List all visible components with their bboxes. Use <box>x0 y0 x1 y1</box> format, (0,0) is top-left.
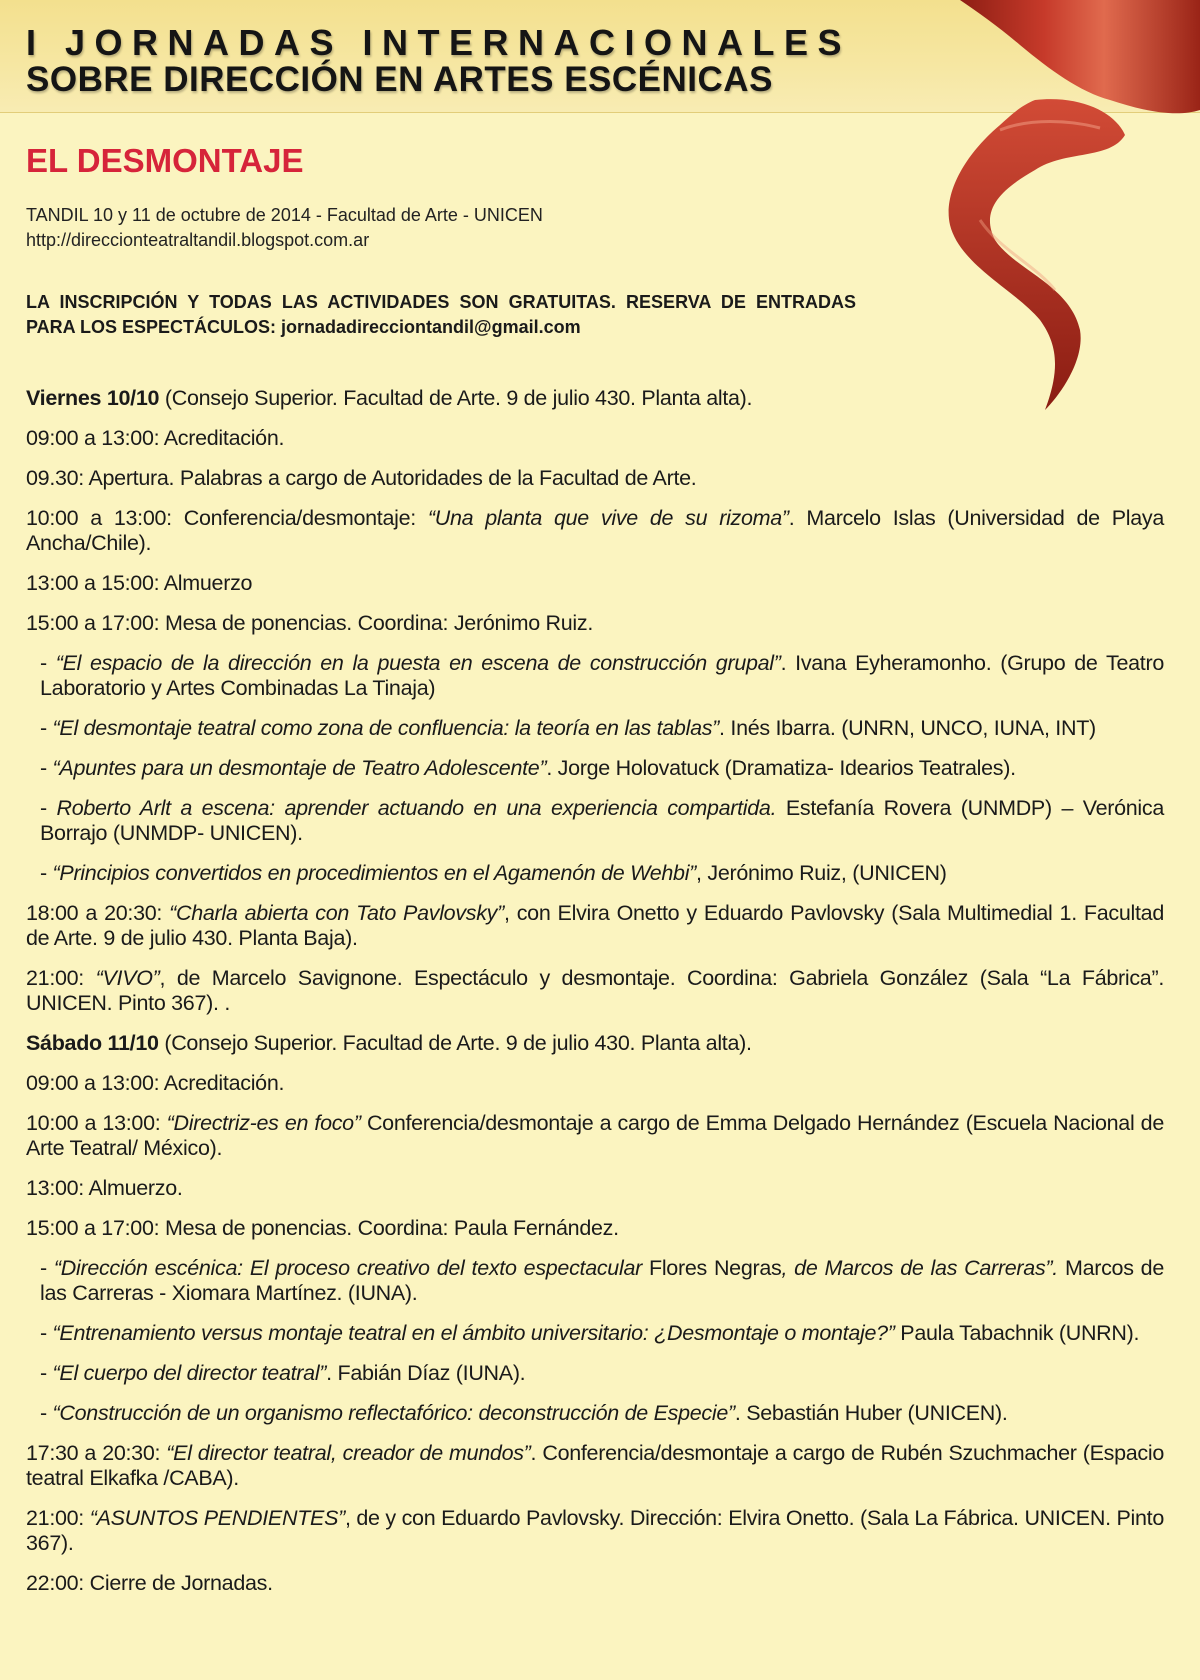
schedule-item: 09.30: Apertura. Palabras a cargo de Autoridades de la Facultad de Arte. <box>26 466 697 490</box>
program <box>26 386 1164 1611</box>
panel-paper: - “Dirección escénica: El proceso creativo del texto espectacular Flores Negras, de Marcos de las Carreras”. Marcos de las Carreras - Xiomara Martínez. (IUNA). <box>40 1256 1164 1305</box>
title-line-2: SOBRE DIRECCIÓN EN ARTES ESCÉNICAS <box>26 60 773 99</box>
panel-paper: - “Entrenamiento versus montaje teatral en el ámbito universitario: ¿Desmontaje o montaje?” Paula Tabachnik (UNRN). <box>40 1321 1140 1345</box>
event-info <box>26 203 543 253</box>
day-label: Viernes 10/10 <box>26 386 160 410</box>
schedule-item: 22:00: Cierre de Jornadas. <box>26 1571 273 1595</box>
schedule-item: 10:00 a 13:00: Conferencia/desmontaje: “Una planta que vive de su rizoma”. Marcelo Islas (Universidad de Playa Ancha/Chile). <box>26 506 1164 555</box>
event-title: EL DESMONTAJE <box>26 142 304 179</box>
panel-paper: - “El desmontaje teatral como zona de confluencia: la teoría en las tablas”. Inés Ibarra. (UNRN, UNCO, IUNA, INT) <box>40 716 1096 740</box>
panel-paper: - “Principios convertidos en procedimientos en el Agamenón de Wehbi”, Jerónimo Ruiz, (UNICEN) <box>40 861 947 885</box>
panel-paper: - “El espacio de la dirección en la puesta en escena de construcción grupal”. Ivana Eyheramonho. (Grupo de Teatro Laboratorio y Artes Combinadas La Tinaja) <box>40 651 1164 700</box>
schedule-item: 17:30 a 20:30: “El director teatral, creador de mundos”. Conferencia/desmontaje a cargo de Rubén Szuchmacher (Espacio teatral Elkafka /CABA). <box>26 1441 1164 1490</box>
page-title <box>26 24 851 98</box>
schedule-item: 21:00: “ASUNTOS PENDIENTES”, de y con Eduardo Pavlovsky. Dirección: Elvira Onetto. (Sala La Fábrica. UNICEN. Pinto 367). <box>26 1506 1164 1555</box>
schedule-item: 13:00: Almuerzo. <box>26 1176 183 1200</box>
friday-heading <box>26 386 1164 411</box>
schedule-item: 09:00 a 13:00: Acreditación. <box>26 426 285 450</box>
date-place: TANDIL 10 y 11 de octubre de 2014 - Facultad de Arte - UNICEN <box>26 205 543 225</box>
panel-paper: - “Apuntes para un desmontaje de Teatro Adolescente”. Jorge Holovatuck (Dramatiza- Idearios Teatrales). <box>40 756 1016 780</box>
panel-paper: - Roberto Arlt a escena: aprender actuando en una experiencia compartida. Estefanía Rovera (UNMDP) – Verónica Borrajo (UNMDP- UNICEN). <box>40 796 1164 845</box>
schedule-item: 10:00 a 13:00: “Directriz-es en foco” Conferencia/desmontaje a cargo de Emma Delgado Hernández (Escuela Nacional de Arte Teatral/ México). <box>26 1111 1164 1160</box>
saturday-heading <box>26 1031 1164 1056</box>
day-place: (Consejo Superior. Facultad de Arte. 9 de julio 430. Planta alta). <box>159 386 753 410</box>
title-line-1: I JORNADAS INTERNACIONALES <box>26 22 852 63</box>
schedule-item: 13:00 a 15:00: Almuerzo <box>26 571 253 595</box>
schedule-item: 15:00 a 17:00: Mesa de ponencias. Coordina: Jerónimo Ruiz. <box>26 611 594 635</box>
apple-peel-decoration-icon <box>940 0 1200 430</box>
panel-paper: - “Construcción de un organismo reflectafórico: deconstrucción de Especie”. Sebastián Huber (UNICEN). <box>40 1401 1008 1425</box>
day-label: Sábado 11/10 <box>26 1031 159 1055</box>
schedule-item: 18:00 a 20:30: “Charla abierta con Tato Pavlovsky”, con Elvira Onetto y Eduardo Pavlovsky (Sala Multimedial 1. Facultad de Arte. 9 de julio 430. Planta Baja). <box>26 901 1164 950</box>
day-place: (Consejo Superior. Facultad de Arte. 9 de julio 430. Planta alta). <box>158 1031 752 1055</box>
schedule-item: 09:00 a 13:00: Acreditación. <box>26 1071 285 1095</box>
panel-paper: - “El cuerpo del director teatral”. Fabián Díaz (IUNA). <box>40 1361 526 1385</box>
schedule-item: 15:00 a 17:00: Mesa de ponencias. Coordina: Paula Fernández. <box>26 1216 619 1240</box>
free-registration-notice: LA INSCRIPCIÓN Y TODAS LAS ACTIVIDADES SON GRATUITAS. RESERVA DE ENTRADAS PARA LOS ESPECTÁCULOS: jornadadirecciontandil@gmail.com <box>26 292 856 337</box>
blog-link[interactable]: http://direccionteatraltandil.blogspot.com.ar <box>26 230 370 250</box>
schedule-item: 21:00: “VIVO”, de Marcelo Savignone. Espectáculo y desmontaje. Coordina: Gabriela González (Sala “La Fábrica”. UNICEN. Pinto 367). . <box>26 966 1165 1015</box>
